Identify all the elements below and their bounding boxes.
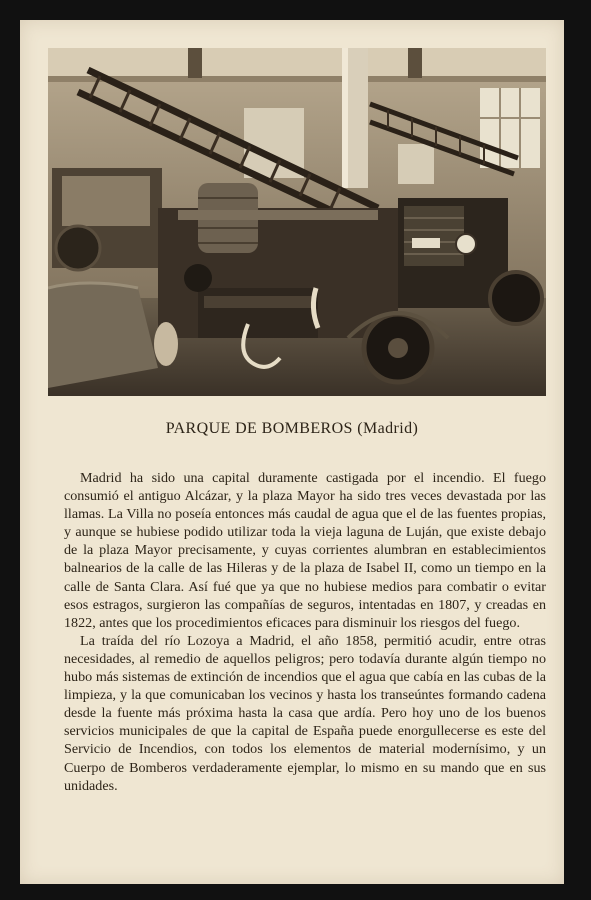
caption-title: PARQUE DE BOMBEROS (Madrid) [165, 420, 419, 437]
body-text [64, 469, 546, 795]
paragraph: Madrid ha sido una capital duramente castigada por el incendio. El fuego consumió el antiguo Alcázar, y la plaza Mayor ha sido tres veces devastada por las llamas. La Villa no poseía entonces más caudal de agua que el de las fuentes propias, y aunque se hubiese podido utilizar toda la vieja laguna de Luján, que existe debajo de la plaza Mayor precisamente, y cuyas corrientes alumbran en establecimientos balnearios de la calle de las Hileras y de la plaza de Isabel II, como un tiempo en la calle de Santa Clara. Así fué que ya que no hubiese medios para combatir o evitar esos estragos, surgieron las compañías de seguros, intentadas en 1807, y creadas en 1822, antes que los procedimientos eficaces para disminuir los riesgos del fuego. [64, 470, 546, 631]
postcard [20, 20, 564, 884]
paragraph: La traída del río Lozoya a Madrid, el año 1858, permitió acudir, entre otras necesidades, al remedio de aquellos peligros; pero todavía durante algún tiempo no hubo más sistemas de extinción de incendios que el agua que cabía en las cubas de la limpieza, y la que comunicaban los vecinos y hasta los transeúntes formando cadena desde la fuente más próxima hasta la casa que ardía. Pero hoy uno de los buenos servicios municipales de que la capital de España puede enorgullecerse es este del Servicio de Incendios, con todos los elementos de material modernísimo, y un Cuerpo de Bomberos verdaderamente ejemplar, lo mismo en su mando que en sus unidades. [64, 632, 546, 794]
fire-station-photo [48, 48, 546, 396]
